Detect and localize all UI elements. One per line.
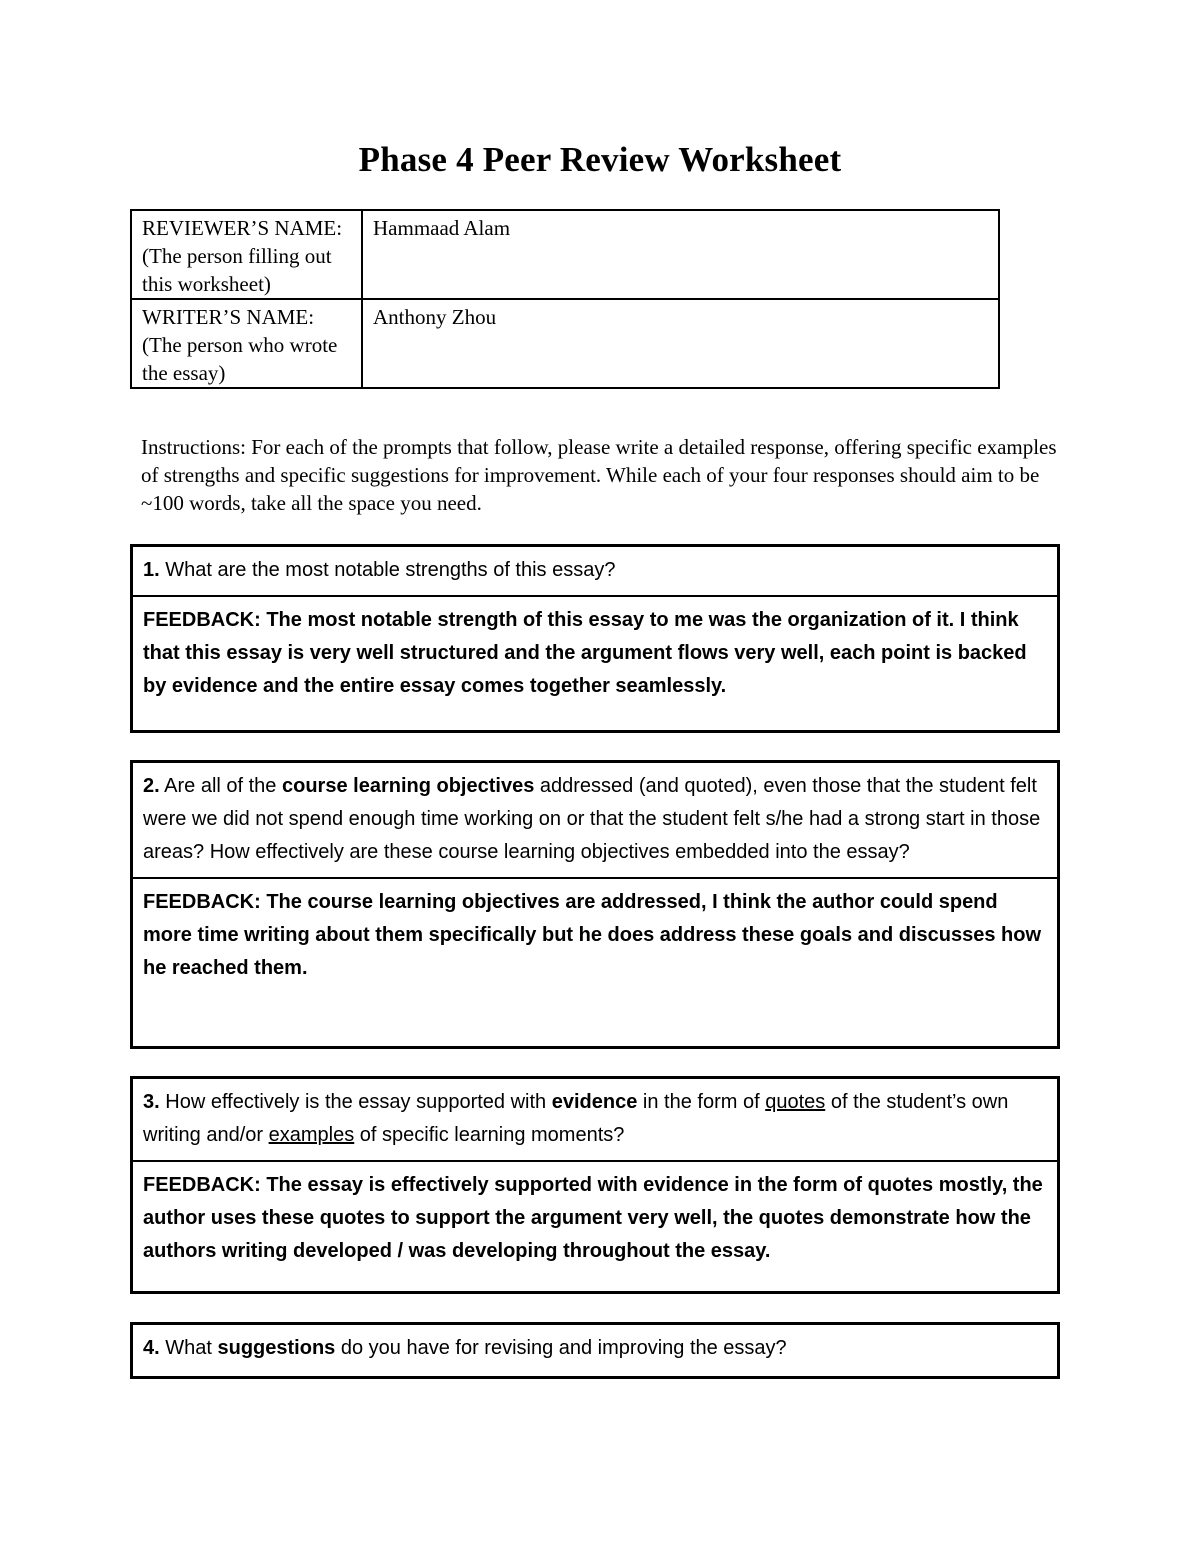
question-box-4: [130, 1322, 1060, 1379]
prompt-text: addressed (and quoted), even those that the student felt were we did not spend enough time working on or that the student felt s/he had a strong start in those areas? How effectively are these course learning objectives embedded into the essay?: [143, 775, 1041, 863]
prompt-text: in the form of: [642, 1091, 760, 1113]
reviewer-label-cell: [131, 210, 362, 299]
prompt-emphasis: evidence: [551, 1091, 638, 1113]
prompt-text: Are all of the: [164, 775, 277, 797]
names-table: [130, 209, 1000, 389]
page-title: Phase 4 Peer Review Worksheet: [358, 140, 842, 179]
prompt-text: How effectively is the essay supported with: [165, 1091, 547, 1113]
feedback-3[interactable]: FEEDBACK: The essay is effectively supported with evidence in the form of quotes mostly, the author uses these quotes to support the argument very well, the quotes demonstrate how the authors writing developed / was developing throughout the essay.: [143, 1174, 1043, 1262]
question-box-3: [130, 1076, 1060, 1294]
writer-name-cell[interactable]: [362, 299, 999, 388]
prompt-underline: examples: [268, 1124, 355, 1146]
question-number: 1.: [143, 559, 160, 581]
question-box-1: [130, 544, 1060, 733]
question-prompt-2: [133, 763, 1057, 879]
question-number: 4.: [143, 1337, 160, 1359]
reviewer-row: [131, 210, 999, 299]
prompt-text: What: [165, 1337, 212, 1359]
prompt-text: of specific learning moments?: [359, 1124, 625, 1146]
reviewer-name-cell[interactable]: [362, 210, 999, 299]
feedback-1[interactable]: FEEDBACK: The most notable strength of this essay to me was the organization of it. I think that this essay is very well structured and the argument flows very well, each point is backed by evidence and the entire essay comes together seamlessly.: [143, 609, 1027, 697]
question-number: 3.: [143, 1091, 160, 1113]
reviewer-label: REVIEWER’S NAME:: [142, 216, 343, 240]
writer-name: Anthony Zhou: [373, 305, 497, 329]
reviewer-sublabel: (The person filling out this worksheet): [142, 244, 332, 296]
prompt-underline: quotes: [765, 1091, 826, 1113]
prompt-emphasis: course learning objectives: [282, 775, 535, 797]
writer-label-cell: [131, 299, 362, 388]
prompt-text: of the student’s own writing and/or: [143, 1091, 1009, 1146]
question-prompt-1: [133, 547, 1057, 597]
writer-label: WRITER’S NAME:: [142, 305, 315, 329]
writer-row: [131, 299, 999, 388]
reviewer-name: Hammaad Alam: [373, 216, 511, 240]
prompt-emphasis: suggestions: [217, 1337, 336, 1359]
feedback-2[interactable]: FEEDBACK: The course learning objectives are addressed, I think the author could spend more time writing about them specifically but he does address these goals and discusses how he reached them.: [143, 891, 1042, 979]
question-number: 2.: [143, 775, 160, 797]
prompt-text: do you have for revising and improving the essay?: [340, 1337, 787, 1359]
question-prompt-3: [133, 1079, 1057, 1162]
writer-sublabel: (The person who wrote the essay): [142, 333, 338, 385]
question-prompt-4: [133, 1325, 1057, 1373]
prompt-text: What are the most notable strengths of this essay?: [165, 559, 616, 581]
instructions: Instructions: For each of the prompts that follow, please write a detailed response, offering specific examples of strengths and specific suggestions for improvement. While each of your four responses should aim to be ~100 words, take all the space you need.: [141, 435, 1057, 515]
question-box-2: [130, 760, 1060, 1049]
